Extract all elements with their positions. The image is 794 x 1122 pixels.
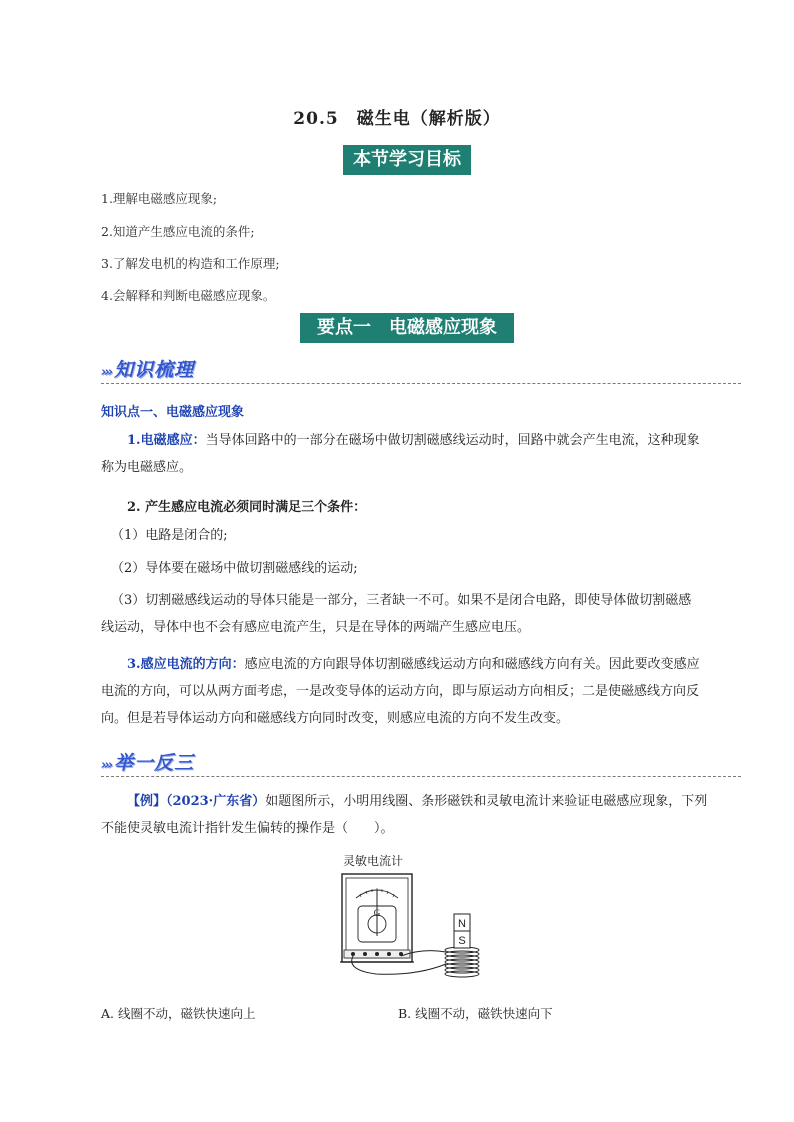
objective-item: 2.知道产生感应电流的条件; bbox=[101, 224, 255, 239]
examples-heading bbox=[101, 748, 194, 775]
paragraph-text: 不能使灵敏电流计指针发生偏转的操作是（ ）。 bbox=[101, 821, 394, 836]
conditions-heading: 2. 产生感应电流必须同时满足三个条件： bbox=[127, 500, 367, 515]
magnet-s-label: S bbox=[458, 935, 466, 947]
learning-goals-banner: 本节学习目标 bbox=[343, 145, 471, 175]
paragraph-text: 电流的方向，可以从两方面考虑，一是改变导体的运动方向，即与原运动方向相反；二是使磁感线方向反 bbox=[101, 684, 700, 699]
choice-b: B. 线圈不动，磁铁快速向下 bbox=[398, 1006, 553, 1021]
key-point-banner: 要点一 电磁感应现象 bbox=[300, 313, 514, 343]
example-question bbox=[101, 788, 741, 842]
coil bbox=[445, 947, 479, 977]
section-divider bbox=[101, 383, 741, 384]
paragraph-text: 线运动，导体中也不会有感应电流产生，只是在导体的两端产生感应电压。 bbox=[101, 620, 531, 635]
magnet-n-label: N bbox=[458, 918, 466, 930]
objective-item: 4.会解释和判断电磁感应现象。 bbox=[101, 288, 276, 303]
paragraph-label: 3.感应电流的方向： bbox=[127, 657, 245, 672]
knowledge-point-heading: 知识点一、电磁感应现象 bbox=[101, 405, 245, 420]
paragraph-electromagnetic-induction bbox=[101, 427, 741, 481]
objective-item: 1.理解电磁感应现象; bbox=[101, 191, 218, 206]
knowledge-review-label: 知识梳理 bbox=[114, 359, 195, 381]
paragraph-text: 称为电磁感应。 bbox=[101, 460, 193, 475]
arrows-icon: ››› bbox=[101, 758, 112, 773]
example-tag: 【例】（2023·广东省） bbox=[127, 794, 266, 809]
objective-item: 3.了解发电机的构造和工作原理; bbox=[101, 256, 280, 271]
paragraph-text: （3）切割磁感线运动的导体只能是一部分，三者缺一不可。如果不是闭合电路，即使导体做切割磁感 bbox=[111, 593, 692, 608]
galvanometer-symbol: G bbox=[373, 908, 381, 918]
paragraph-label: 1.电磁感应： bbox=[127, 433, 206, 448]
paragraph-text: 感应电流的方向跟导体切割磁感线运动方向和磁感线方向有关。因此要改变感应 bbox=[244, 657, 700, 672]
paragraph-text: 如题图所示，小明用线圈、条形磁铁和灵敏电流计来验证电磁感应现象，下列 bbox=[265, 794, 708, 809]
condition-item bbox=[101, 587, 741, 641]
arrows-icon: ››› bbox=[101, 365, 112, 380]
condition-item: （2）导体要在磁场中做切割磁感线的运动; bbox=[111, 561, 358, 576]
paragraph-text: 向。但是若导体运动方向和磁感线方向同时改变，则感应电流的方向不发生改变。 bbox=[101, 711, 570, 726]
figure-meter-label: 灵敏电流计 bbox=[343, 854, 404, 868]
page-title: 20.5 磁生电（解析版） bbox=[293, 109, 501, 129]
examples-label: 举一反三 bbox=[114, 752, 195, 774]
knowledge-review-heading bbox=[101, 355, 194, 382]
paragraph-text: 当导体回路中的一部分在磁场中做切割磁感线运动时，回路中就会产生电流，这种现象 bbox=[205, 433, 700, 448]
galvanometer-figure bbox=[336, 866, 496, 986]
section-divider bbox=[101, 776, 741, 777]
condition-item: （1）电路是闭合的; bbox=[111, 528, 228, 543]
paragraph-current-direction bbox=[101, 651, 741, 732]
choice-a: A. 线圈不动，磁铁快速向上 bbox=[101, 1006, 256, 1021]
